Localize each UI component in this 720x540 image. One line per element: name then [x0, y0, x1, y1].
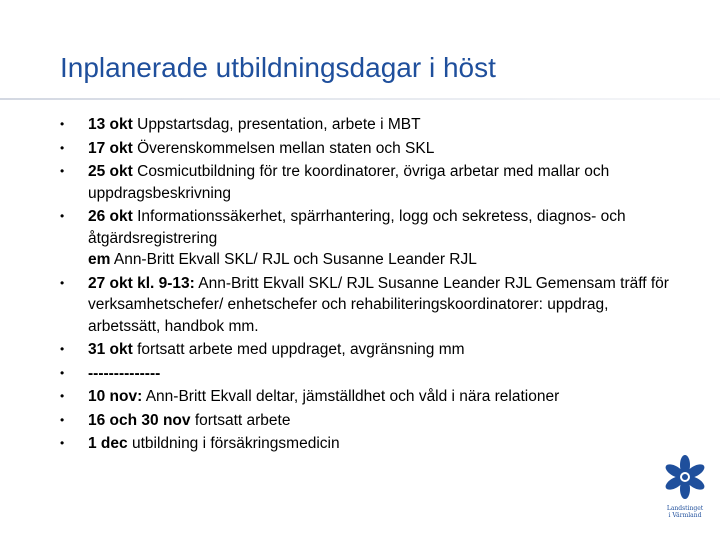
list-item [58, 339, 678, 361]
bullet-icon: • [60, 140, 65, 155]
bullet-icon: • [60, 365, 65, 380]
bullet-icon: • [60, 209, 65, 223]
bullet-icon: • [60, 275, 65, 290]
logo-wordmark [652, 505, 718, 519]
slide-title: Inplanerade utbildningsdagar i höst [60, 52, 496, 83]
bullet-list [58, 114, 678, 457]
item-date: 25 okt [88, 163, 133, 180]
item-date: 31 okt [88, 341, 133, 358]
item-text: Ann-Britt Ekvall deltar, jämställdhet och våld i nära relationer [142, 388, 560, 405]
list-item [58, 433, 678, 455]
bullet-icon: • [60, 389, 65, 403]
bullet-icon: • [60, 117, 65, 131]
item-text: utbildning i försäkringsmedicin [127, 435, 340, 452]
bullet-icon: • [60, 342, 65, 356]
list-item [58, 386, 678, 408]
item-date: 13 okt [88, 116, 133, 133]
item-time: em [88, 251, 111, 268]
item-text: Uppstartsdag, presentation, arbete i MBT [132, 116, 421, 133]
list-item [58, 410, 678, 432]
item-date: 10 nov: [88, 388, 143, 405]
list-item [58, 273, 678, 338]
list-item [58, 363, 678, 385]
title-divider [0, 98, 720, 100]
item-date: 27 okt kl. 9-13: [88, 274, 195, 292]
item-separator: -------------- [88, 364, 161, 382]
item-text: Överenskommelsen mellan staten och SKL [132, 139, 435, 157]
item-text: fortsatt arbete [190, 411, 291, 429]
item-date: 1 dec [88, 435, 128, 452]
list-item [58, 206, 678, 271]
item-date: 16 och 30 nov [88, 411, 191, 429]
item-date: 17 okt [88, 139, 133, 157]
item-text: Cosmicutbildning för tre koordinatorer, övriga arbetar med mallar och uppdragsbeskrivning [88, 163, 610, 202]
item-text: Ann-Britt Ekvall SKL/ RJL Susanne Leander RJL Gemensam träff för verksamhetschefer/ enhetschefer och rehabiliteringskoordinatorer: uppdrag, arbetssätt, handbok mm. [88, 274, 669, 335]
bullet-icon: • [60, 436, 65, 450]
bullet-icon: • [60, 164, 65, 178]
logo-line: i Värmland [668, 512, 702, 519]
bullet-icon: • [60, 412, 65, 427]
logo-line: Landstinget [666, 505, 704, 512]
flower-icon [655, 455, 715, 535]
list-item [58, 161, 678, 204]
item-date: 26 okt [88, 208, 133, 225]
item-text: Informationssäkerhet, spärrhantering, logg och sekretess, diagnos- och åtgärdsregistrering [88, 208, 626, 247]
item-text: Ann-Britt Ekvall SKL/ RJL och Susanne Leander RJL [110, 251, 477, 268]
item-text: fortsatt arbete med uppdraget, avgränsning mm [132, 341, 465, 358]
list-item [58, 138, 678, 160]
list-item [58, 114, 678, 136]
